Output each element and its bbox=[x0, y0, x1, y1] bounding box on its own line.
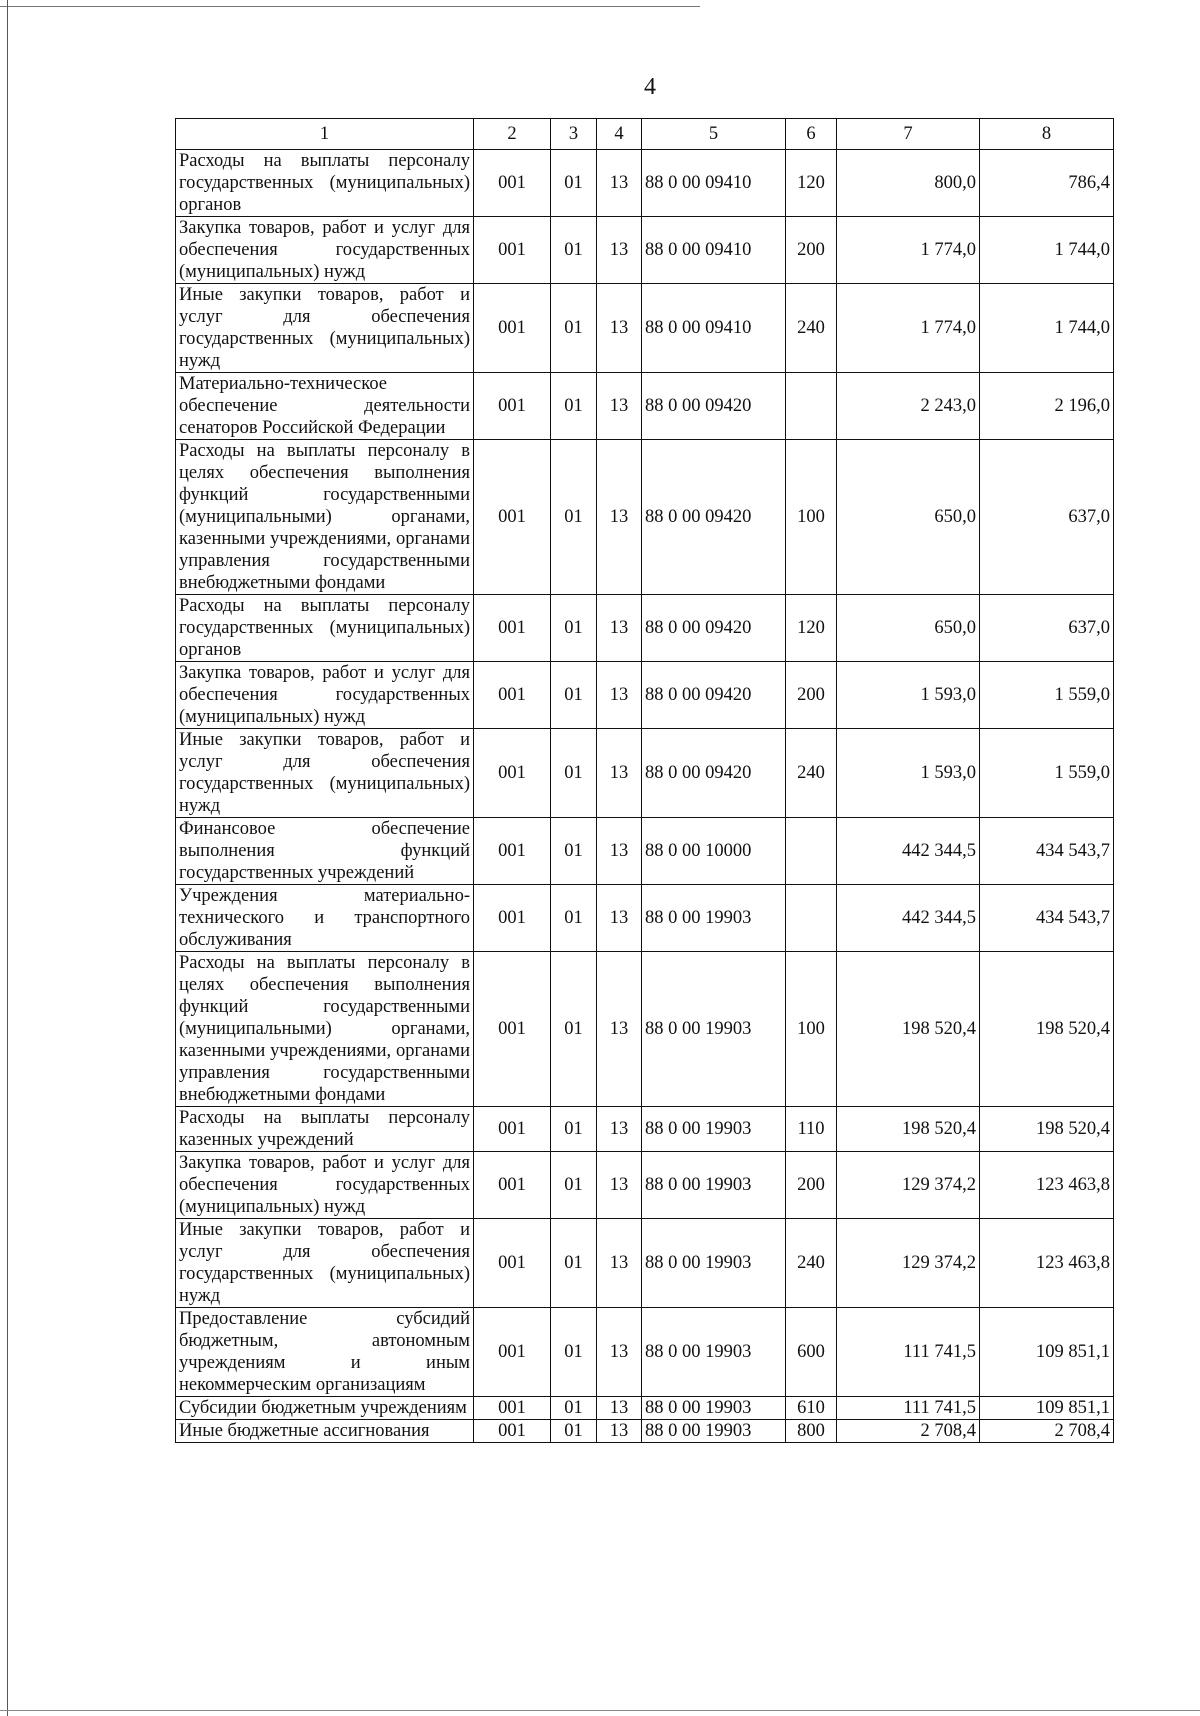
amount-col7: 198 520,4 bbox=[837, 1107, 980, 1152]
ministry-code: 001 bbox=[474, 1420, 551, 1443]
amount-col7: 1 774,0 bbox=[837, 217, 980, 284]
expense-type-code: 240 bbox=[786, 1219, 837, 1308]
ministry-code: 001 bbox=[474, 729, 551, 818]
table-row bbox=[176, 1219, 1114, 1308]
budget-table bbox=[175, 118, 1114, 1443]
section-code: 01 bbox=[551, 284, 597, 373]
expense-type-code: 120 bbox=[786, 595, 837, 662]
section-code: 01 bbox=[551, 1397, 597, 1420]
expense-name: Закупка товаров, работ и услуг для обеспечения государственных (муниципальных) нужд bbox=[176, 662, 474, 729]
expense-type-code: 800 bbox=[786, 1420, 837, 1443]
section-code: 01 bbox=[551, 952, 597, 1107]
section-code: 01 bbox=[551, 1420, 597, 1443]
expense-type-code: 200 bbox=[786, 662, 837, 729]
amount-col8: 637,0 bbox=[980, 440, 1114, 595]
amount-col8: 2 196,0 bbox=[980, 373, 1114, 440]
amount-col7: 111 741,5 bbox=[837, 1308, 980, 1397]
subsection-code: 13 bbox=[597, 662, 642, 729]
expense-type-code: 120 bbox=[786, 150, 837, 217]
header-cell: 4 bbox=[597, 119, 642, 150]
amount-col7: 1 593,0 bbox=[837, 662, 980, 729]
target-article-code: 88 0 00 19903 bbox=[642, 952, 786, 1107]
amount-col7: 650,0 bbox=[837, 440, 980, 595]
amount-col7: 1 593,0 bbox=[837, 729, 980, 818]
section-code: 01 bbox=[551, 373, 597, 440]
section-code: 01 bbox=[551, 440, 597, 595]
expense-name: Расходы на выплаты персоналу казенных учреждений bbox=[176, 1107, 474, 1152]
subsection-code: 13 bbox=[597, 1397, 642, 1420]
target-article-code: 88 0 00 09410 bbox=[642, 284, 786, 373]
header-cell: 2 bbox=[474, 119, 551, 150]
amount-col8: 123 463,8 bbox=[980, 1219, 1114, 1308]
amount-col8: 1 744,0 bbox=[980, 284, 1114, 373]
scan-edge-bottom bbox=[0, 1710, 1200, 1711]
table-row bbox=[176, 818, 1114, 885]
ministry-code: 001 bbox=[474, 662, 551, 729]
subsection-code: 13 bbox=[597, 217, 642, 284]
table-row bbox=[176, 373, 1114, 440]
table-row bbox=[176, 1308, 1114, 1397]
amount-col8: 109 851,1 bbox=[980, 1308, 1114, 1397]
expense-type-code bbox=[786, 885, 837, 952]
subsection-code: 13 bbox=[597, 729, 642, 818]
expense-name: Материально-техническое обеспечение деятельности сенаторов Российской Федерации bbox=[176, 373, 474, 440]
ministry-code: 001 bbox=[474, 217, 551, 284]
target-article-code: 88 0 00 19903 bbox=[642, 1308, 786, 1397]
amount-col8: 786,4 bbox=[980, 150, 1114, 217]
expense-type-code: 110 bbox=[786, 1107, 837, 1152]
table-row bbox=[176, 662, 1114, 729]
expense-name: Учреждения материально-технического и транспортного обслуживания bbox=[176, 885, 474, 952]
amount-col8: 1 559,0 bbox=[980, 662, 1114, 729]
expense-type-code: 100 bbox=[786, 952, 837, 1107]
expense-name: Закупка товаров, работ и услуг для обеспечения государственных (муниципальных) нужд bbox=[176, 1152, 474, 1219]
subsection-code: 13 bbox=[597, 373, 642, 440]
section-code: 01 bbox=[551, 1152, 597, 1219]
section-code: 01 bbox=[551, 662, 597, 729]
ministry-code: 001 bbox=[474, 1397, 551, 1420]
amount-col8: 637,0 bbox=[980, 595, 1114, 662]
expense-name: Расходы на выплаты персоналу в целях обеспечения выполнения функций государственными (муниципальными) органами, казенными учреждениями, органами управления государственными внебюджетными фондами bbox=[176, 440, 474, 595]
table-row bbox=[176, 1420, 1114, 1443]
expense-type-code: 600 bbox=[786, 1308, 837, 1397]
expense-type-code: 240 bbox=[786, 729, 837, 818]
amount-col7: 2 243,0 bbox=[837, 373, 980, 440]
subsection-code: 13 bbox=[597, 885, 642, 952]
subsection-code: 13 bbox=[597, 440, 642, 595]
target-article-code: 88 0 00 09420 bbox=[642, 729, 786, 818]
table-row bbox=[176, 284, 1114, 373]
subsection-code: 13 bbox=[597, 595, 642, 662]
target-article-code: 88 0 00 19903 bbox=[642, 885, 786, 952]
amount-col8: 434 543,7 bbox=[980, 885, 1114, 952]
amount-col8: 198 520,4 bbox=[980, 1107, 1114, 1152]
scan-edge-top bbox=[0, 6, 700, 7]
amount-col8: 2 708,4 bbox=[980, 1420, 1114, 1443]
table-row bbox=[176, 729, 1114, 818]
header-row bbox=[176, 119, 1114, 150]
amount-col7: 129 374,2 bbox=[837, 1152, 980, 1219]
target-article-code: 88 0 00 19903 bbox=[642, 1397, 786, 1420]
ministry-code: 001 bbox=[474, 373, 551, 440]
header-cell: 6 bbox=[786, 119, 837, 150]
amount-col8: 1 744,0 bbox=[980, 217, 1114, 284]
section-code: 01 bbox=[551, 595, 597, 662]
target-article-code: 88 0 00 19903 bbox=[642, 1420, 786, 1443]
expense-name: Иные закупки товаров, работ и услуг для обеспечения государственных (муниципальных) нужд bbox=[176, 284, 474, 373]
section-code: 01 bbox=[551, 885, 597, 952]
target-article-code: 88 0 00 09420 bbox=[642, 373, 786, 440]
amount-col7: 442 344,5 bbox=[837, 885, 980, 952]
amount-col8: 198 520,4 bbox=[980, 952, 1114, 1107]
amount-col8: 1 559,0 bbox=[980, 729, 1114, 818]
expense-name: Предоставление субсидий бюджетным, автономным учреждениям и иным некоммерческим организациям bbox=[176, 1308, 474, 1397]
expense-name: Финансовое обеспечение выполнения функций государственных учреждений bbox=[176, 818, 474, 885]
ministry-code: 001 bbox=[474, 1308, 551, 1397]
table-row bbox=[176, 150, 1114, 217]
ministry-code: 001 bbox=[474, 1107, 551, 1152]
section-code: 01 bbox=[551, 1107, 597, 1152]
amount-col7: 800,0 bbox=[837, 150, 980, 217]
section-code: 01 bbox=[551, 729, 597, 818]
table-row bbox=[176, 952, 1114, 1107]
header-cell: 7 bbox=[837, 119, 980, 150]
expense-type-code: 100 bbox=[786, 440, 837, 595]
ministry-code: 001 bbox=[474, 284, 551, 373]
table-row bbox=[176, 1152, 1114, 1219]
header-cell: 1 bbox=[176, 119, 474, 150]
section-code: 01 bbox=[551, 217, 597, 284]
amount-col8: 109 851,1 bbox=[980, 1397, 1114, 1420]
ministry-code: 001 bbox=[474, 150, 551, 217]
header-cell: 8 bbox=[980, 119, 1114, 150]
amount-col7: 2 708,4 bbox=[837, 1420, 980, 1443]
header-cell: 5 bbox=[642, 119, 786, 150]
header-cell: 3 bbox=[551, 119, 597, 150]
target-article-code: 88 0 00 09410 bbox=[642, 150, 786, 217]
amount-col8: 123 463,8 bbox=[980, 1152, 1114, 1219]
subsection-code: 13 bbox=[597, 952, 642, 1107]
section-code: 01 bbox=[551, 1219, 597, 1308]
expense-name: Расходы на выплаты персоналу государственных (муниципальных) органов bbox=[176, 595, 474, 662]
subsection-code: 13 bbox=[597, 150, 642, 217]
table-row bbox=[176, 595, 1114, 662]
amount-col7: 111 741,5 bbox=[837, 1397, 980, 1420]
subsection-code: 13 bbox=[597, 284, 642, 373]
expense-name: Иные закупки товаров, работ и услуг для обеспечения государственных (муниципальных) нужд bbox=[176, 1219, 474, 1308]
ministry-code: 001 bbox=[474, 1219, 551, 1308]
target-article-code: 88 0 00 19903 bbox=[642, 1107, 786, 1152]
subsection-code: 13 bbox=[597, 818, 642, 885]
target-article-code: 88 0 00 09410 bbox=[642, 217, 786, 284]
expense-type-code bbox=[786, 373, 837, 440]
subsection-code: 13 bbox=[597, 1308, 642, 1397]
section-code: 01 bbox=[551, 1308, 597, 1397]
scan-edge-left bbox=[7, 0, 8, 1716]
amount-col8: 434 543,7 bbox=[980, 818, 1114, 885]
table-row bbox=[176, 217, 1114, 284]
expense-type-code: 240 bbox=[786, 284, 837, 373]
subsection-code: 13 bbox=[597, 1107, 642, 1152]
target-article-code: 88 0 00 19903 bbox=[642, 1219, 786, 1308]
subsection-code: 13 bbox=[597, 1420, 642, 1443]
amount-col7: 1 774,0 bbox=[837, 284, 980, 373]
expense-name: Субсидии бюджетным учреждениям bbox=[176, 1397, 474, 1420]
ministry-code: 001 bbox=[474, 952, 551, 1107]
target-article-code: 88 0 00 10000 bbox=[642, 818, 786, 885]
target-article-code: 88 0 00 09420 bbox=[642, 595, 786, 662]
table-row bbox=[176, 1397, 1114, 1420]
table-row bbox=[176, 1107, 1114, 1152]
expense-type-code: 610 bbox=[786, 1397, 837, 1420]
ministry-code: 001 bbox=[474, 440, 551, 595]
expense-name: Закупка товаров, работ и услуг для обеспечения государственных (муниципальных) нужд bbox=[176, 217, 474, 284]
target-article-code: 88 0 00 09420 bbox=[642, 440, 786, 595]
table-row bbox=[176, 885, 1114, 952]
ministry-code: 001 bbox=[474, 818, 551, 885]
section-code: 01 bbox=[551, 150, 597, 217]
amount-col7: 442 344,5 bbox=[837, 818, 980, 885]
subsection-code: 13 bbox=[597, 1152, 642, 1219]
ministry-code: 001 bbox=[474, 885, 551, 952]
expense-name: Расходы на выплаты персоналу в целях обеспечения выполнения функций государственными (муниципальными) органами, казенными учреждениями, органами управления государственными внебюджетными фондами bbox=[176, 952, 474, 1107]
expense-type-code: 200 bbox=[786, 1152, 837, 1219]
target-article-code: 88 0 00 09420 bbox=[642, 662, 786, 729]
table-row bbox=[176, 440, 1114, 595]
ministry-code: 001 bbox=[474, 1152, 551, 1219]
expense-name: Иные закупки товаров, работ и услуг для обеспечения государственных (муниципальных) нужд bbox=[176, 729, 474, 818]
target-article-code: 88 0 00 19903 bbox=[642, 1152, 786, 1219]
amount-col7: 650,0 bbox=[837, 595, 980, 662]
subsection-code: 13 bbox=[597, 1219, 642, 1308]
expense-name: Иные бюджетные ассигнования bbox=[176, 1420, 474, 1443]
page-number: 4 bbox=[644, 74, 656, 100]
ministry-code: 001 bbox=[474, 595, 551, 662]
section-code: 01 bbox=[551, 818, 597, 885]
expense-type-code: 200 bbox=[786, 217, 837, 284]
expense-name: Расходы на выплаты персоналу государственных (муниципальных) органов bbox=[176, 150, 474, 217]
amount-col7: 198 520,4 bbox=[837, 952, 980, 1107]
amount-col7: 129 374,2 bbox=[837, 1219, 980, 1308]
expense-type-code bbox=[786, 818, 837, 885]
